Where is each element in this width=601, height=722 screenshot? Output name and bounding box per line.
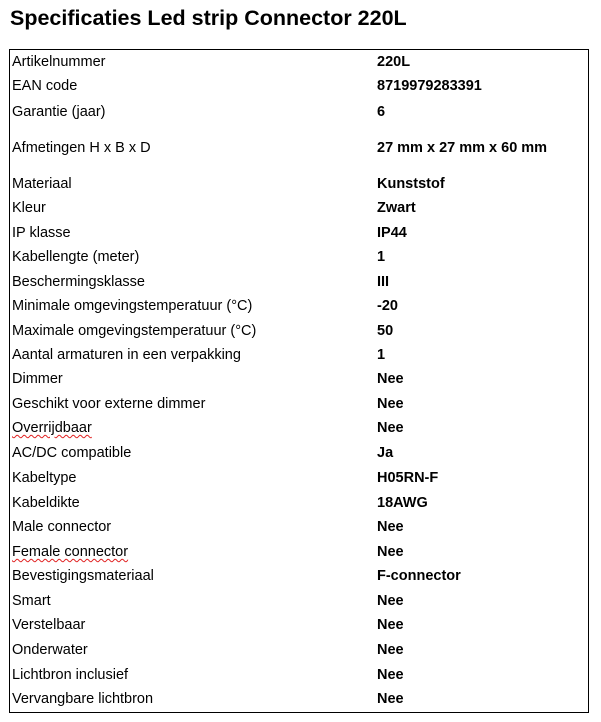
- spec-label: Garantie (jaar): [12, 104, 106, 120]
- spec-row: [10, 640, 588, 660]
- spec-label: EAN code: [12, 78, 78, 94]
- spec-row: [10, 493, 588, 513]
- spec-value: Nee: [377, 544, 404, 560]
- spec-row: [10, 615, 588, 635]
- spec-value: H05RN-F: [377, 470, 439, 486]
- spec-row: [10, 76, 588, 96]
- spec-row: [10, 566, 588, 586]
- spec-value: IP44: [377, 225, 407, 241]
- spec-value: 27 mm x 27 mm x 60 mm: [377, 140, 548, 156]
- spec-value: Nee: [377, 371, 404, 387]
- page-title: Specificaties Led strip Connector 220L: [10, 6, 407, 30]
- spec-row: [10, 369, 588, 389]
- spec-label: Overrijdbaar: [12, 420, 92, 436]
- spec-value: Nee: [377, 667, 404, 683]
- spec-label: Beschermingsklasse: [12, 274, 145, 290]
- spec-value: 50: [377, 323, 394, 339]
- spec-row: [10, 443, 588, 463]
- spec-row: [10, 102, 588, 122]
- spec-value: 18AWG: [377, 495, 428, 511]
- spec-label: Kleur: [12, 200, 46, 216]
- spec-label: Male connector: [12, 519, 112, 535]
- spec-label: Onderwater: [12, 642, 88, 658]
- spec-row: [10, 247, 588, 267]
- spec-row: [10, 138, 588, 158]
- spec-value: 6: [377, 104, 386, 120]
- spec-label: Kabeldikte: [12, 495, 80, 511]
- spec-label: Kabeltype: [12, 470, 77, 486]
- spec-row: [10, 689, 588, 709]
- spec-value: Nee: [377, 593, 404, 609]
- spec-label: Kabellengte (meter): [12, 249, 140, 265]
- spec-label: Afmetingen H x B x D: [12, 140, 151, 156]
- spec-value: -20: [377, 298, 398, 314]
- spec-label: IP klasse: [12, 225, 71, 241]
- spec-row: [10, 321, 588, 341]
- spec-label: Verstelbaar: [12, 617, 86, 633]
- spec-value: F-connector: [377, 568, 461, 584]
- spec-value: 8719979283391: [377, 78, 482, 94]
- spec-value: Zwart: [377, 200, 416, 216]
- spec-label: Aantal armaturen in een verpakking: [12, 347, 241, 363]
- spec-label: Artikelnummer: [12, 54, 106, 70]
- spec-row: [10, 542, 588, 562]
- spec-value: Kunststof: [377, 176, 445, 192]
- spec-label: AC/DC compatible: [12, 445, 132, 461]
- spec-label: Maximale omgevingstemperatuur (°C): [12, 323, 257, 339]
- spec-row: [10, 468, 588, 488]
- spec-row: [10, 517, 588, 537]
- spec-table: [9, 49, 589, 713]
- spec-value: Nee: [377, 519, 404, 535]
- spec-row: [10, 665, 588, 685]
- spec-value: 1: [377, 347, 386, 363]
- spec-row: [10, 272, 588, 292]
- spec-row: [10, 52, 588, 72]
- spec-label: Bevestigingsmateriaal: [12, 568, 154, 584]
- spec-label: Vervangbare lichtbron: [12, 691, 154, 707]
- spec-label: Materiaal: [12, 176, 72, 192]
- spec-row: [10, 394, 588, 414]
- spec-value: 1: [377, 249, 386, 265]
- spec-row: [10, 345, 588, 365]
- spec-row: [10, 296, 588, 316]
- spec-value: Nee: [377, 642, 404, 658]
- spec-row: [10, 223, 588, 243]
- spec-label: Dimmer: [12, 371, 63, 387]
- spec-value: 220L: [377, 54, 411, 70]
- spec-row: [10, 591, 588, 611]
- spec-row: [10, 174, 588, 194]
- spec-label: Geschikt voor externe dimmer: [12, 396, 206, 412]
- spec-row: [10, 418, 588, 438]
- spec-value: III: [377, 274, 390, 290]
- spec-value: Ja: [377, 445, 394, 461]
- spec-value: Nee: [377, 396, 404, 412]
- spec-row: [10, 198, 588, 218]
- spec-value: Nee: [377, 420, 404, 436]
- spec-label: Minimale omgevingstemperatuur (°C): [12, 298, 253, 314]
- spec-label: Lichtbron inclusief: [12, 667, 129, 683]
- spec-label: Smart: [12, 593, 51, 609]
- spec-value: Nee: [377, 617, 404, 633]
- spec-value: Nee: [377, 691, 404, 707]
- spec-label: Female connector: [12, 544, 129, 560]
